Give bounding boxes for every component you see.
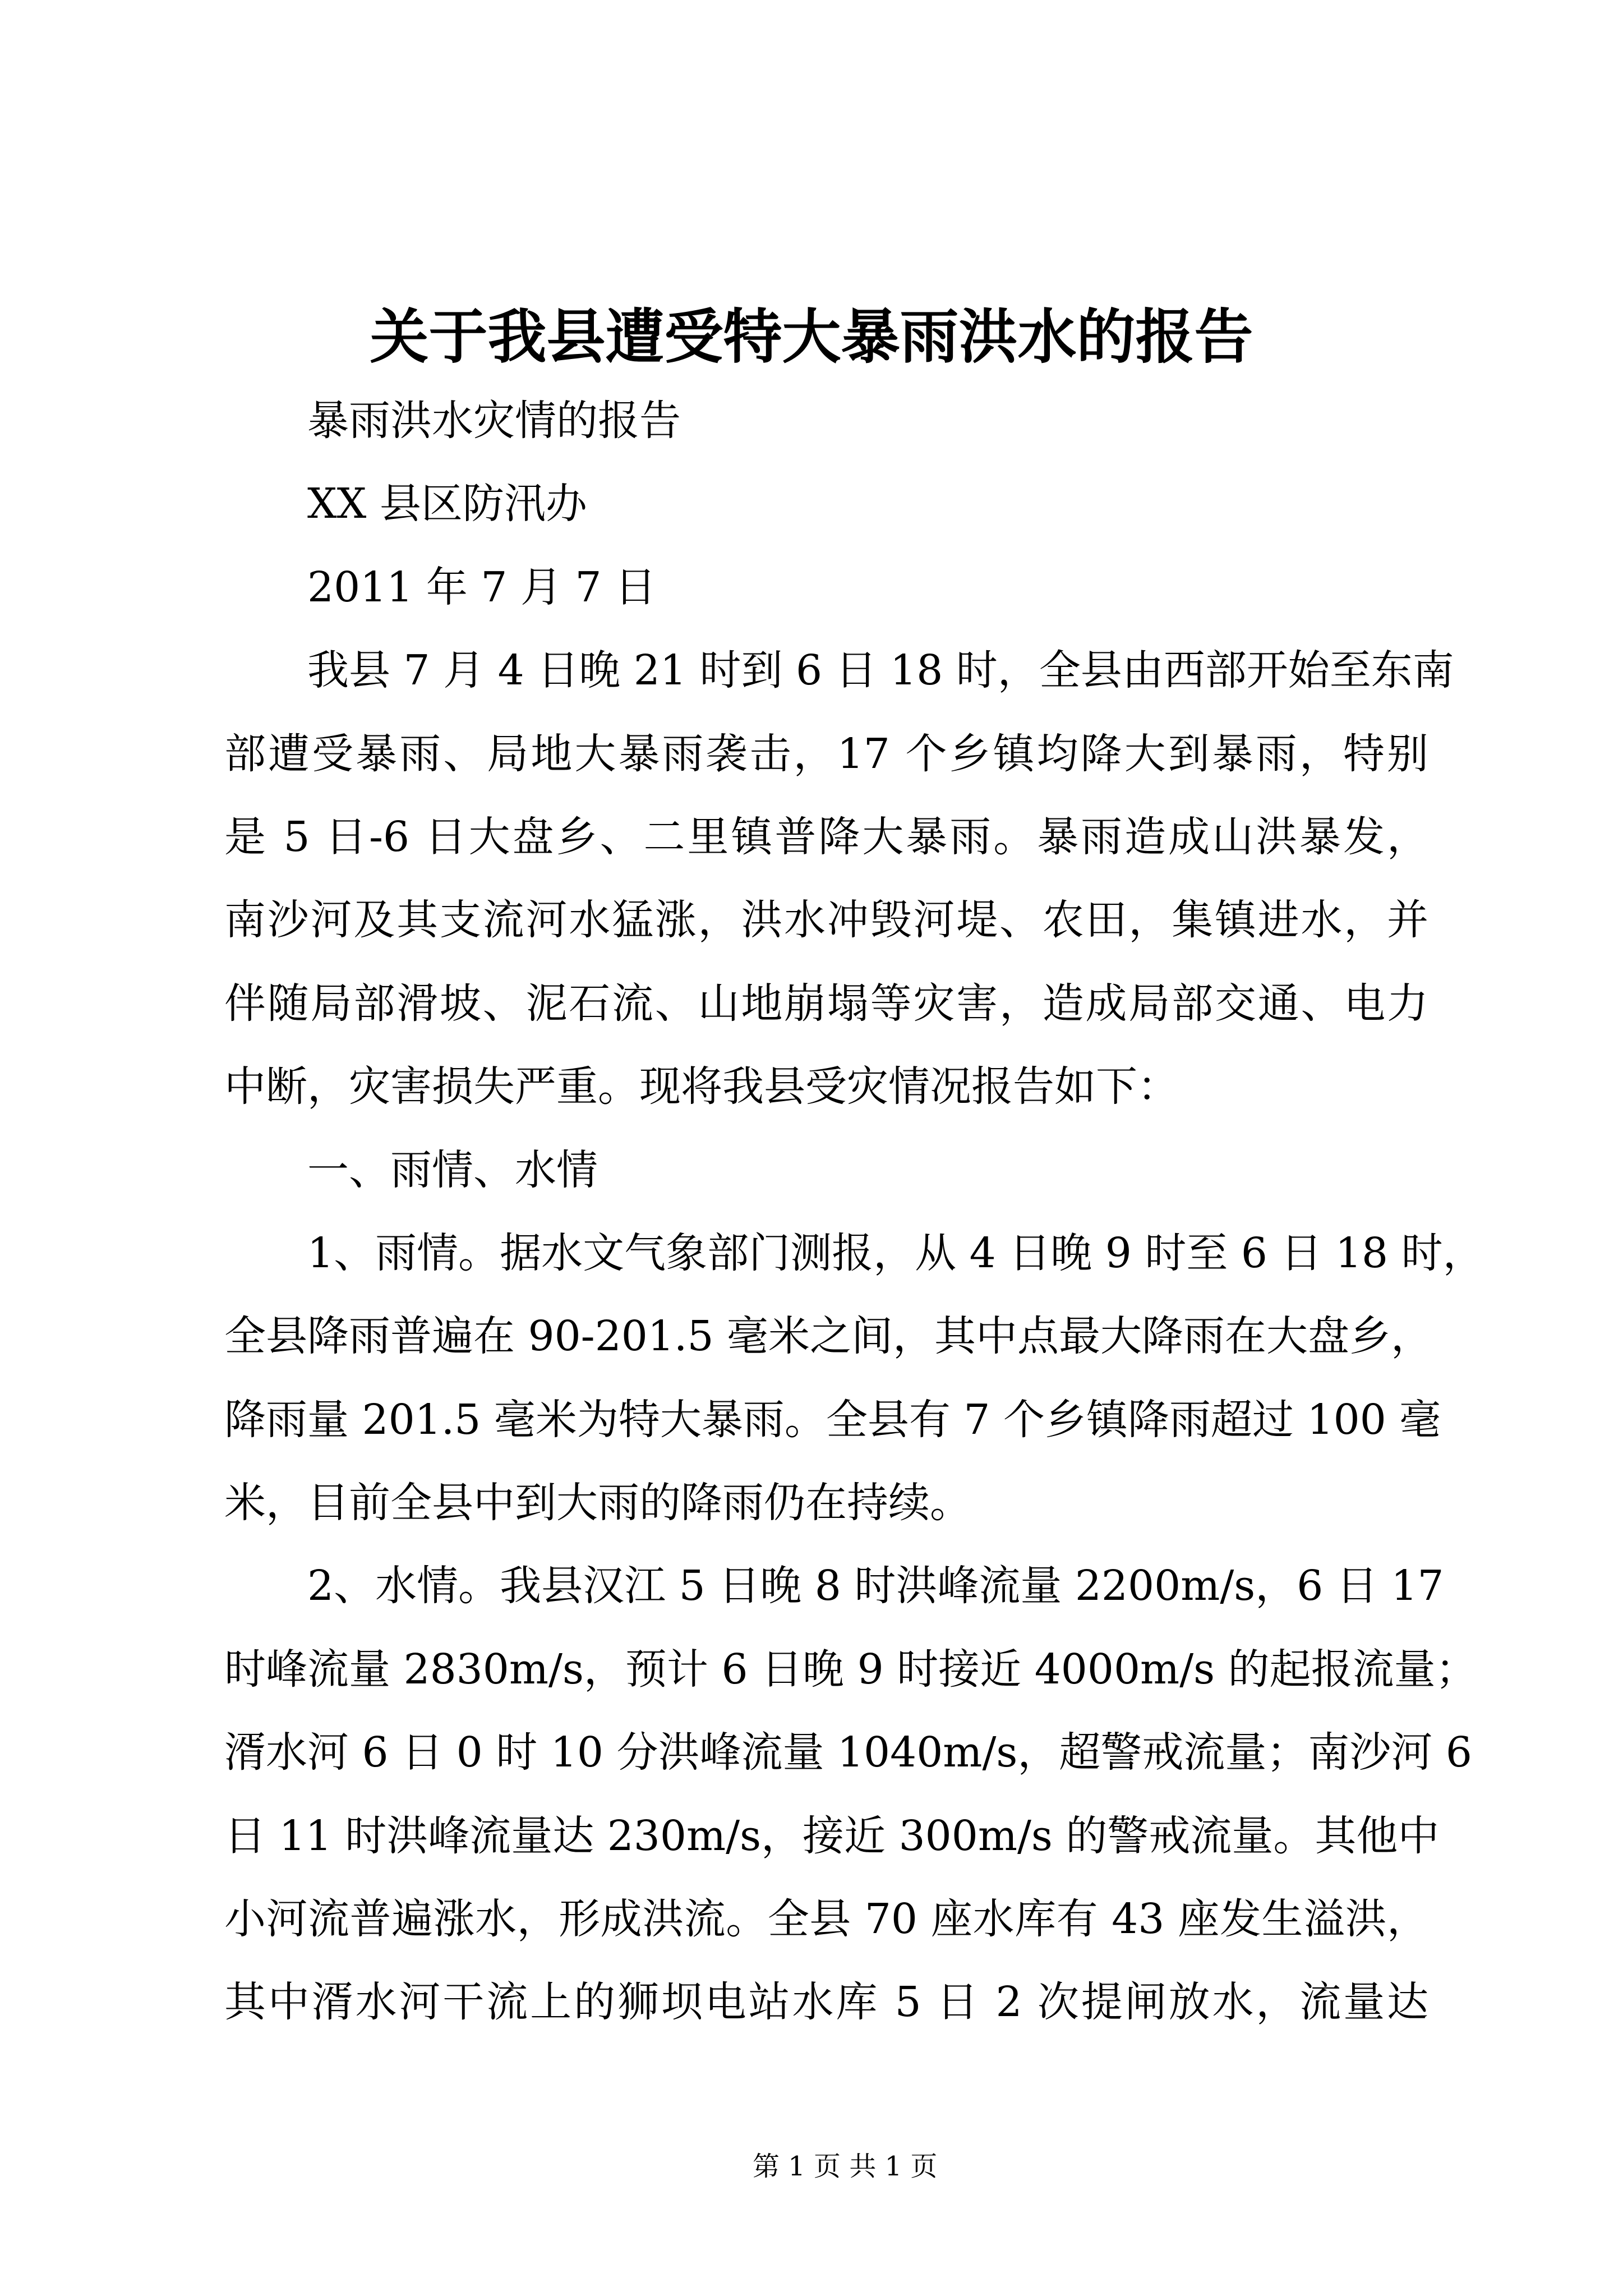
paragraph-line: 1、雨情。据水文气象部门测报，从 4 日晚 9 时至 6 日 18 时， xyxy=(307,1228,1484,1277)
paragraph-line: 日 11 时洪峰流量达 230m/s，接近 300m/s 的警戒流量。其他中 xyxy=(224,1811,1440,1860)
report-subject xyxy=(224,379,1428,462)
paragraph-water-regime xyxy=(224,1544,1477,2044)
paragraph-line: 全县降雨普遍在 90-201.5 毫米之间，其中点最大降雨在大盘乡， xyxy=(224,1312,1433,1361)
paragraph-line: 降雨量 201.5 毫米为特大暴雨。全县有 7 个乡镇降雨超过 100 毫 xyxy=(224,1395,1441,1444)
paragraph-line: 暴雨洪水灾情的报告 xyxy=(307,397,681,445)
document-body xyxy=(224,379,1484,2044)
paragraph-line: 部遭受暴雨、局地大暴雨袭击，17 个乡镇均降大到暴雨，特别 xyxy=(224,729,1428,778)
report-date xyxy=(224,546,1428,629)
paragraph-line: 我县 7 月 4 日晚 21 时到 6 日 18 时，全县由西部开始至东南 xyxy=(307,646,1454,695)
paragraph-rainfall xyxy=(224,1212,1484,1545)
paragraph-line: 伴随局部滑坡、泥石流、山地崩塌等灾害，造成局部交通、电力 xyxy=(224,979,1428,1028)
paragraph-line: 2011 年 7 月 7 日 xyxy=(307,563,657,611)
page-footer: 第 1 页 共 1 页 xyxy=(753,2151,938,2182)
paragraph-line: 一、雨情、水情 xyxy=(307,1145,598,1194)
paragraph-line: 小河流普遍涨水，形成洪流。全县 70 座水库有 43 座发生溢洪， xyxy=(224,1895,1428,1944)
report-issuer xyxy=(224,462,1428,545)
paragraph-overview xyxy=(224,629,1454,1128)
paragraph-line: XX 县区防汛办 xyxy=(307,480,587,528)
paragraph-line: 时峰流量 2830m/s，预计 6 日晚 9 时接近 4000m/s 的起报流量； xyxy=(224,1645,1477,1694)
paragraph-line: 其中湑水河干流上的狮坝电站水库 5 日 2 次提闸放水，流量达 xyxy=(224,1978,1428,2027)
section-heading xyxy=(224,1129,1428,1212)
paragraph-line: 是 5 日-6 日大盘乡、二里镇普降大暴雨。暴雨造成山洪暴发， xyxy=(224,812,1428,861)
document-title: 关于我县遭受特大暴雨洪水的报告 xyxy=(370,302,1253,371)
paragraph-line: 中断，灾害损失严重。现将我县受灾情况报告如下： xyxy=(224,1062,1179,1111)
paragraph-line: 南沙河及其支流河水猛涨，洪水冲毁河堤、农田，集镇进水，并 xyxy=(224,896,1428,945)
paragraph-line: 2、水情。我县汉江 5 日晚 8 时洪峰流量 2200m/s，6 日 17 xyxy=(307,1562,1444,1611)
paragraph-line: 湑水河 6 日 0 时 10 分洪峰流量 1040m/s，超警戒流量；南沙河 6 xyxy=(224,1728,1472,1777)
paragraph-line: 米，目前全县中到大雨的降雨仍在持续。 xyxy=(224,1479,971,1527)
